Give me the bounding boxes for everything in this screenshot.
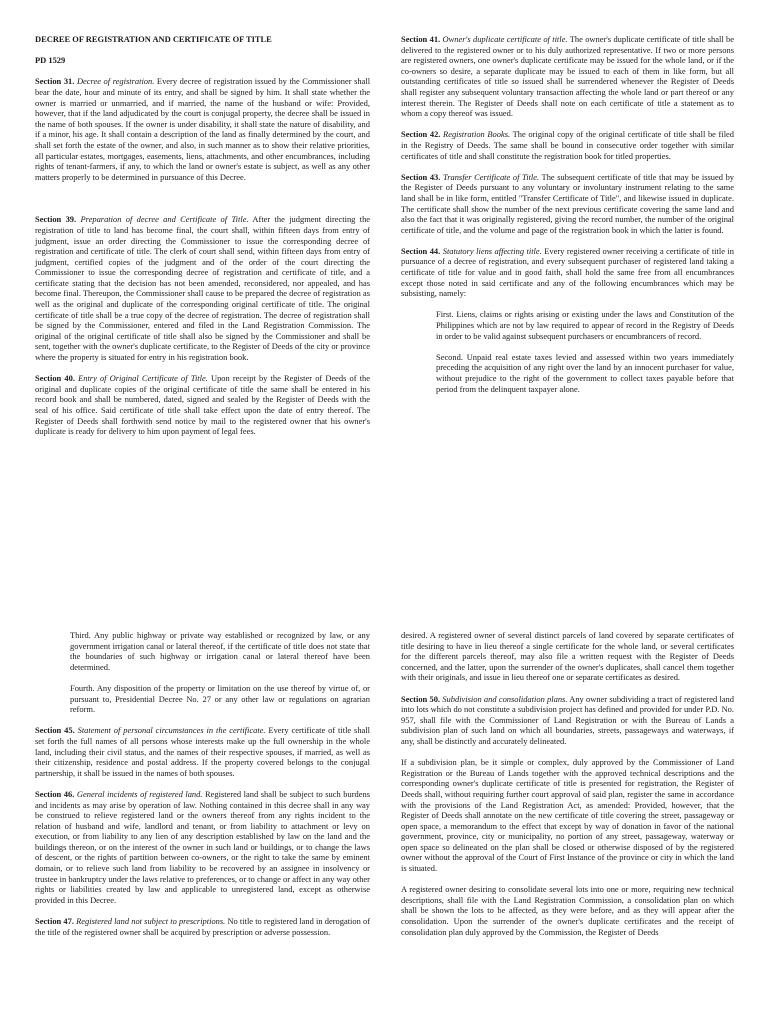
page-1-right-column	[401, 34, 734, 405]
section-title: Registration Books.	[443, 129, 511, 140]
section-number: Section 43.	[401, 171, 441, 182]
section-text: Registered land shall be subject to such burdens and incidents as may arise by operation of law. Nothing contained in this decree shall in any way be construed to relieve registered land or the owners thereof from any rights incident to the relation of husband and wife, landlord and tenant, or from liability to attachment or levy on execution, or from liability to any lien of any description established by law on the land and the buildings thereon, or on the interest of the owner in such land or buildings, or to change the laws of descent, or the rights of partition between co-owners, or the right to take the same by eminent domain, or to relieve such land from liability to be recovered by an assignee in insolvency or trustee in bankruptcy under the laws relative to preferences, or to change or affect in any way other rights or liabilities created by law and applicable to unregistered land, except as otherwise provided in this Decree.	[35, 788, 371, 905]
document-law-number: PD 1529	[35, 55, 66, 66]
section-number: Section 45.	[35, 725, 75, 736]
section-text: Any owner subdividing a tract of registered land into lots which do not constitute a subdivision project has defined and provided for under P.D. No. 957, shall file with the Commissioner of Land Registration or with the Bureau of Lands a subdivision plan of such land on which all boundaries, streets, passageways and waterways, if any, shall be distinctly and accurately delineated.	[401, 693, 734, 746]
section-49-continued: desired. A registered owner of several distinct parcels of land covered by separate certificates of title desiring to have in lieu thereof a single certificate for the whole land, or several certificates for the different parcels thereof, may also file a written request with the Register of Deeds concerned, and the latter, upon the surrender of the owner's duplicates, shall cancel them together with their originals, and issue in lieu thereof one or separate certificates as desired.	[401, 630, 734, 683]
section-45	[35, 725, 370, 778]
page-2-left-column	[35, 630, 370, 948]
section-text: Every certificate of title shall set forth the full names of all persons whose interests make up the full ownership in the whole land, including their civil status, and the names of their respective spouses, if married, as well as their citizenship, residence and postal address. If the property covered belongs to the conjugal partnership, it shall be issued in the names of both spouses.	[35, 725, 370, 778]
section-text: Upon receipt by the Register of Deeds of the original and duplicate copies of the original certificate of title the same shall be entered in his record book and shall be numbered, dated, signed and sealed by the Register of Deeds with the seal of his office. Said certificate of title shall take effect upon the date of entry thereof. The Register of Deeds shall forthwith send notice by mail to the registered owner that his owner's duplicate is ready for delivery to him upon payment of legal fees.	[35, 373, 371, 437]
section-number: Section 50.	[401, 693, 441, 704]
section-text: Every registered owner receiving a certificate of title in pursuance of a decree of registration, and every subsequent purchaser of registered land taking a certificate of title for value and in good faith, shall hold the same free from all encumbrances except those noted in said certificate and any of the following encumbrances which may be subsisting, namely:	[401, 245, 734, 299]
encumbrance-fourth: Fourth. Any disposition of the property or limitation on the use thereof by virtue of, or pursuant to, Presidential Decree No. 27 or any other law or regulations on agrarian reform.	[70, 682, 370, 715]
section-text: The original copy of the original certificate of title shall be filed in the Registry of Deeds. The same shall be bound in consecutive order together with similar certificates of title and shall constitute the registration book for titled properties.	[401, 129, 734, 161]
encumbrance-third: Third. Any public highway or private way established or recognized by law, or any government irrigation canal or lateral thereof, if the certificate of title does not state that the boundaries of such highway or irrigation canal or lateral thereof have been determined.	[70, 630, 370, 672]
section-number: Section 46.	[35, 788, 75, 799]
section-text: The subsequent certificate of title that may be issued by the Register of Deeds pursuant to any voluntary or involuntary instrument relating to the same land shall be in like form, entitled "Transfer Certificate of Title", and likewise issued in duplicate. The certificate shall show the number of the next previous certificate covering the same land and also the fact that it was originally registered, giving the record number, the number of the original certificate of title, and the volume and page of the registration book in which the latter is found.	[401, 171, 735, 235]
section-50-paragraph-2: If a subdivision plan, be it simple or complex, duly approved by the Commissioner of Land Registration or the Bureau of Lands together with the approved technical descriptions and the corresponding owner's duplicate certificate of title is presented for registration, the Register of Deeds shall, without requiring further court approval of said plan, register the same in accordance with the provisions of the Land Registration Act, as amended: Provided, however, that the Register of Deeds shall annotate on the new certificate of title covering the street, passageway or open space, a memorandum to the effect that except by way of donation in favor of the national government, province, city or municipality, no portion of any street, passageway, waterway or open space so delineated on the plan shall be closed or otherwise disposed of by the registered owner without the approval of the Court of First Instance of the province or city in which the land is situated.	[401, 757, 734, 874]
section-42	[401, 129, 734, 161]
page-gap	[0, 585, 768, 620]
section-text: No title to registered land in derogation of the title of the registered owner shall be acquired by prescription or adverse possession.	[35, 916, 371, 937]
page-1-left-column	[35, 34, 370, 447]
section-number: Section 42.	[401, 129, 441, 140]
section-title: Statement of personal circumstances in the certificate.	[77, 725, 266, 736]
section-47	[35, 916, 370, 937]
section-number: Section 41.	[401, 34, 441, 44]
section-text: The owner's duplicate certificate of title shall be delivered to the registered owner or to his duly authorized representative. If two or more persons are registered owners, one owner's duplicate certificate may be issued for the whole land, or if the co-owners so desire, a separate duplicate may be issued to each of them in like form, but all outstanding certificates of title so issued shall be surrendered whenever the Register of Deeds shall register any subsequent voluntary transaction affecting the whole land or part thereof or any interest therein. The Register of Deeds shall note on each certificate of title a statement as to whom a copy thereof was issued.	[401, 34, 734, 119]
section-title: Statutory liens affecting title.	[442, 245, 542, 256]
section-title: Transfer Certificate of Title.	[442, 171, 540, 182]
encumbrance-first: First. Liens, claims or rights arising or existing under the laws and Constitution of the Philippines which are not by law required to appear of record in the Registry of Deeds in order to be valid against subsequent purchasers or encumbrancers of record.	[436, 309, 734, 341]
section-40	[35, 373, 370, 437]
section-title: Registered land not subject to prescriptions.	[76, 916, 226, 927]
section-number: Section 44.	[401, 245, 441, 256]
section-title: Entry of Original Certificate of Title.	[78, 373, 208, 384]
section-number: Section 47.	[35, 916, 74, 927]
section-title: Decree of registration.	[76, 76, 155, 87]
section-50	[401, 694, 734, 747]
encumbrance-second: Second. Unpaid real estate taxes levied and assessed within two years immediately preceding the acquisition of any right over the land by an innocent purchaser for value, without prejudice to the right of the government to collect taxes payable before that period from the delinquent taxpayer alone.	[436, 351, 734, 394]
section-31	[35, 76, 370, 182]
section-title: Subdivision and consolidation plans.	[442, 693, 568, 704]
section-text: Every decree of registration issued by the Commissioner shall bear the date, hour and minute of its entry, and shall be signed by him. It shall state whether the owner is married or unmarried, and if married, the name of the husband or wife: Provided, however, that if the land adjudicated by the court is conjugal property, the decree shall be issued in the name of both spouses. If the owner is under disability, it shall state the nature of disability, and if a minor, his age. It shall contain a description of the land as finally determined by the court, and shall set forth the estate of the owner, and also, in such manner as to show their relative priorities, all particular estates, mortgages, easements, liens, attachments, and other encumbrances, including rights of tenant-farmers, if any, to which the land or owner's estate is subject, as well as any other matters properly to be determined in pursuance of this Decree.	[35, 76, 371, 182]
section-title: Owner's duplicate certificate of title.	[442, 34, 568, 44]
section-50-paragraph-3: A registered owner desiring to consolidate several lots into one or more, requiring new technical descriptions, shall file with the Land Registration Commission, a consolidation plan on which shall be shown the lots to be affected, as they were before, and as they will appear after the consolidation. Upon the surrender of the owner's duplicate certificates and the receipt of consolidation plan duly approved by the Commission, the Register of Deeds	[401, 884, 734, 937]
page-2-right-column	[401, 630, 734, 948]
section-number: Section 31.	[35, 76, 75, 87]
section-text: After the judgment directing the registration of title to land has become final, the court shall, within fifteen days from entry of judgment, issue an order directing the Commissioner to issue the corresponding decree of registration and certificate of title. The clerk of court shall send, within fifteen days from entry of judgment, certified copies of the judgment and of the order of the court directing the Commissioner to issue the corresponding decree of registration and certificate of title, and a certificate stating that the decision has not been amended, reconsidered, nor appealed, and has become final. Thereupon, the Commissioner shall cause to be prepared the decree of registration as well as the original and duplicate of the corresponding original certificate of title. The original certificate of title shall be a true copy of the decree of registration. The decree of registration shall be signed by the Commissioner, entered and filed in the Land Registration Commission. The original of the original certificate of title shall also be signed by the Commissioner and shall be sent, together with the owner's duplicate certificate, to the Register of Deeds of the city or province where the property is situated for entry in his registration book.	[35, 214, 371, 363]
section-number: Section 40.	[35, 373, 75, 384]
section-43	[401, 172, 734, 236]
section-number: Section 39.	[35, 214, 77, 225]
section-46	[35, 789, 370, 906]
section-title: General incidents of registered land.	[76, 788, 203, 799]
section-title: Preparation of decree and Certificate of Title.	[80, 214, 249, 225]
section-39	[35, 214, 370, 362]
document-page-2	[0, 620, 768, 1024]
document-title: DECREE OF REGISTRATION AND CERTIFICATE OF TITLE	[35, 34, 272, 44]
section-41	[401, 34, 734, 119]
section-44	[401, 246, 734, 299]
